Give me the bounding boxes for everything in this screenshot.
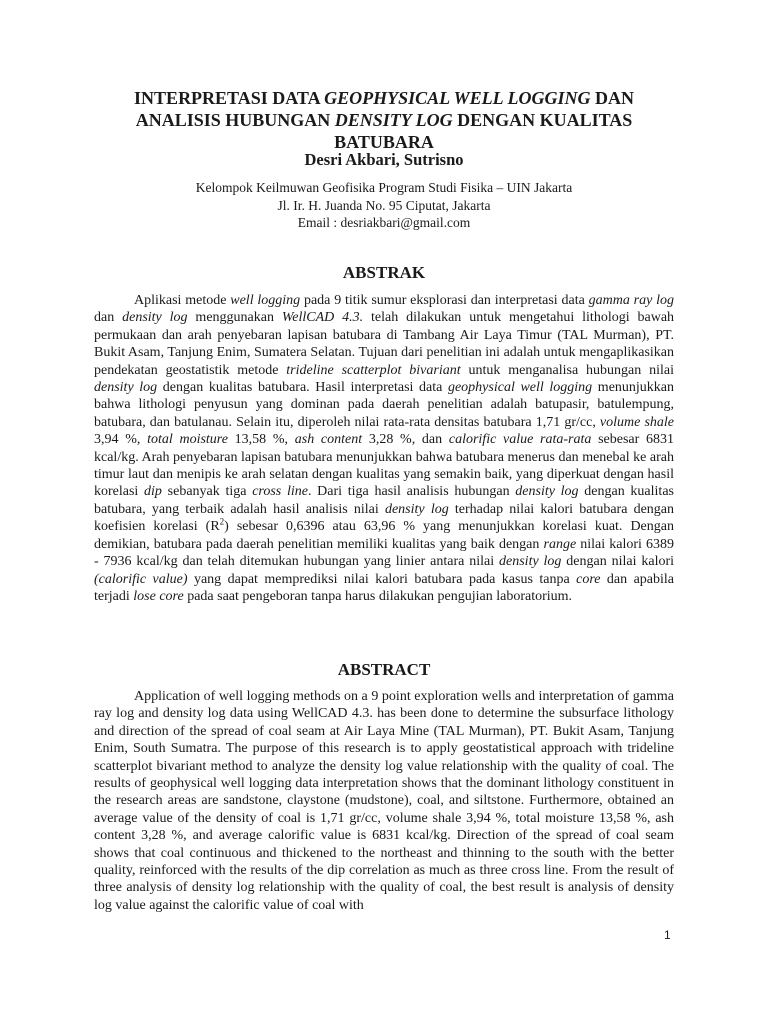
- text-segment: terhadap nilai kalori batubara dengan koefisien korelasi (R: [94, 501, 675, 535]
- text-segment: 3,28 %, dan: [362, 432, 449, 448]
- text-segment: 13,58 %,: [227, 432, 295, 448]
- superscript-2: 2: [219, 516, 225, 527]
- text-segment: sebesar 6831 kcal/kg. Arah penyebaran lapisan batubara menunjukkan bahwa batubara menerus dan menebal ke arah timur laut dan menipis ke arah selatan dengan kualitas yang semakin baik, yang diperkuat dengan hasil korelasi: [94, 432, 674, 500]
- text-segment: ) sebesar 0,6396 atau 63,96 % yang menunjukkan korelasi kuat. Dengan demikian, batubara pada daerah penelitian memiliki kualitas yang baik dengan: [94, 519, 674, 552]
- title-part-4: DENSITY LOG: [334, 110, 453, 130]
- italic-term: calorific value rata-rata: [448, 432, 592, 448]
- italic-term: density log: [515, 484, 579, 500]
- text-segment: pada 9 titik sumur eksplorasi dan interpretasi data: [300, 293, 589, 308]
- italic-term: volume shale: [599, 414, 674, 430]
- email-line: Email : desriakbari@gmail.com: [297, 215, 471, 230]
- text-segment: . Dari tiga hasil analisis hubungan: [307, 484, 516, 500]
- italic-term: dip: [144, 484, 162, 500]
- italic-term: lose core: [133, 588, 184, 604]
- text-segment: dan: [94, 310, 123, 326]
- title-part-5: DENGAN KUALITAS BATUBARA: [334, 110, 633, 152]
- italic-term: total moisture: [147, 432, 228, 448]
- text-segment: dengan kualitas batubara, yang terbaik adalah hasil analisis nilai: [94, 484, 674, 517]
- text-segment: menunjukkan bahwa lithologi penyusun yang dominan pada daerah penelitian adalah batupasir, batulempung, batubara, dan batulanau. Selain itu, diperoleh nilai rata-rata densitas batubara 1,71 gr/cc,: [94, 380, 675, 430]
- italic-term: density log: [122, 310, 188, 326]
- affiliation-block: [0, 179, 768, 232]
- text-segment: 3,94 %,: [94, 432, 148, 448]
- text-segment: dan apabila terjadi: [94, 571, 674, 604]
- text-segment: dengan nilai kalori: [561, 554, 675, 570]
- title-part-1: INTERPRETASI DATA: [134, 88, 325, 108]
- italic-term: WellCAD 4.3.: [281, 310, 364, 326]
- text-segment: yang dapat memprediksi nilai kalori batubara pada kasus tanpa: [187, 571, 577, 587]
- italic-term: core: [576, 571, 601, 587]
- italic-term: density log: [499, 554, 562, 570]
- abstrak-heading: ABSTRAK: [342, 263, 426, 282]
- italic-term: gamma ray log: [588, 293, 674, 308]
- text-segment: pada saat pengeboran tanpa harus dilakukan pengujian laboratorium.: [183, 588, 573, 604]
- italic-term: density log: [384, 501, 449, 517]
- text-segment: menggunakan: [187, 310, 282, 326]
- text-segment: dengan kualitas batubara. Hasil interpretasi data: [157, 380, 448, 396]
- italic-term: cross line: [252, 484, 308, 500]
- address-line: Jl. Ir. H. Juanda No. 95 Ciputat, Jakarta: [277, 197, 491, 213]
- text-segment: nilai kalori 6389 - 7936 kcal/kg dan telah ditemukan hubungan yang linier antara nilai: [94, 536, 674, 570]
- italic-term: range: [543, 536, 577, 552]
- italic-term: density log: [94, 380, 158, 396]
- text-segment: Aplikasi metode: [134, 293, 231, 308]
- page-number: 1: [664, 928, 671, 942]
- abstract-paragraph: [94, 688, 674, 914]
- italic-term: ash content: [294, 432, 363, 448]
- title-part-3: DAN ANALISIS HUBUNGAN: [135, 88, 634, 130]
- text-segment: telah dilakukan untuk mengetahui lithologi bawah permukaan dan arah penyebaran lapisan batubara di Tambang Air Laya Timur (TAL Murman), PT. Bukit Asam, Tanjung Enim, Sumatera Selatan. Tujuan dari penelitian ini adalah untuk mengaplikasikan pendekatan geostatistik metode: [94, 310, 675, 378]
- abstract-text: Application of well logging methods on a 9 point exploration wells and interpretation of gamma ray log and density log data using WellCAD 4.3. has been done to determine the subsurface lithology and direction of the spread of coal seam at Air Laya Mine (TAL Murman), PT. Bukit Asam, Tanjung Enim, South Sumatra. The purpose of this research is to apply geostatistical approach with trideline scatterplot bivariant method to analyze the density log value relationship with the quality of coal. The results of geophysical well logging data interpretation shows that the dominant lithology constituent in the research areas are sandstone, claystone (mudstone), coal, and siltstone. Furthermore, obtained an average value of the density of coal is 1,71 gr/cc, volume shale 3,94 %, total moisture 13,58 %, ash content 3,28 %, and average calorific value is 6831 kcal/kg. Direction of the spread of coal seam shows that coal continuous and thickened to the northeast and thinning to the south with the better quality, reinforced with the results of the dip correlation as much as three cross line. From the result of three analysis of density log relationship with the quality of coal, the best result is analysis of density log value against the calorific value of coal with: [94, 689, 674, 913]
- title-part-2: GEOPHYSICAL WELL LOGGING: [324, 88, 591, 108]
- text-segment: sebanyak tiga: [161, 484, 253, 500]
- paper-title: [95, 87, 673, 153]
- italic-term: (calorific value): [94, 571, 188, 587]
- text-segment: untuk menganalisa hubungan nilai: [460, 362, 674, 378]
- abstract-heading: ABSTRACT: [337, 660, 431, 679]
- abstrak-paragraph: [94, 292, 674, 605]
- italic-term: well logging: [230, 293, 301, 308]
- author-names: Desri Akbari, Sutrisno: [304, 150, 464, 169]
- affiliation-line: Kelompok Keilmuwan Geofisika Program Studi Fisika – UIN Jakarta: [195, 180, 573, 195]
- italic-term: trideline scatterplot bivariant: [286, 362, 461, 378]
- italic-term: geophysical well logging: [447, 380, 593, 396]
